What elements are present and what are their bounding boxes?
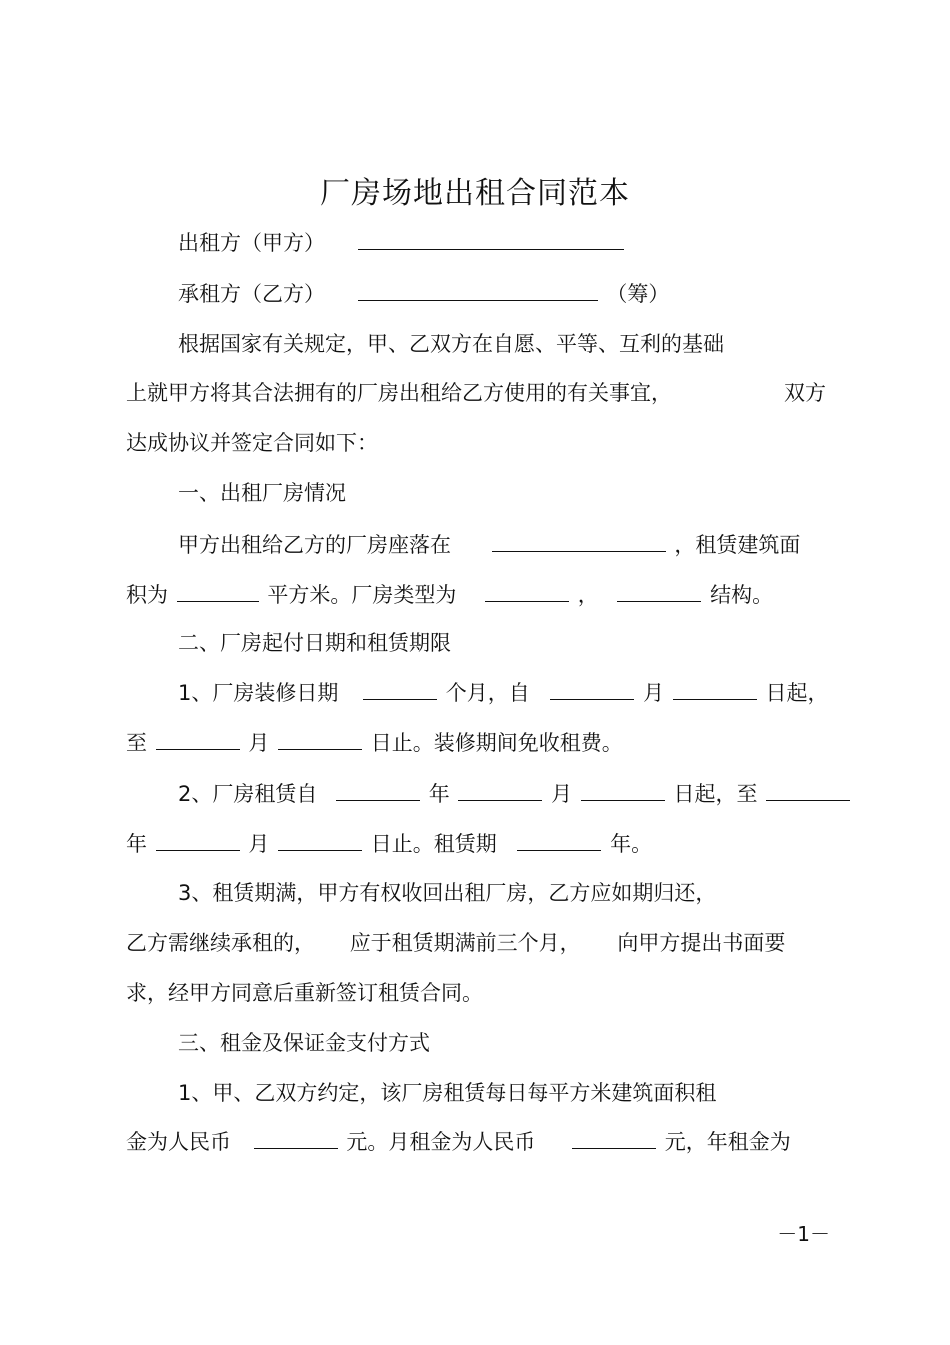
- daily-rent-blank: [254, 1128, 338, 1149]
- text: 结构。: [710, 583, 774, 607]
- blank: [278, 729, 362, 750]
- section-2-para-1-line-2: [126, 728, 623, 758]
- intro-line-2a: 上就甲方将其合法拥有的厂房出租给乙方使用的有关事宜，: [126, 381, 672, 405]
- text: 1、厂房装修日期: [178, 681, 339, 705]
- section-3-heading: 三、租金及保证金支付方式: [178, 1031, 430, 1055]
- party-b-blank: [358, 280, 598, 301]
- section-2-heading: 二、厂房起付日期和租赁期限: [178, 631, 451, 655]
- text: 积为: [126, 583, 168, 607]
- structure-blank: [617, 581, 701, 602]
- blank: [517, 830, 601, 851]
- text: 应于租赁期满前三个月，: [349, 931, 581, 955]
- text: 向甲方提出书面要: [617, 931, 786, 955]
- blank: [550, 679, 634, 700]
- section-2-para-1-line-1: [178, 678, 829, 708]
- section-3-para-1-line-1: 1、甲、乙双方约定，该厂房租赁每日每平方米建筑面积租: [178, 1081, 717, 1105]
- text: 月: [248, 832, 270, 856]
- text: 年。: [610, 832, 653, 856]
- area-blank: [177, 581, 259, 602]
- text: 元。月租金为人民币: [346, 1130, 536, 1154]
- party-b-line: [178, 279, 669, 309]
- intro-line-3: 达成协议并签定合同如下：: [126, 431, 378, 455]
- text: 年: [126, 832, 147, 856]
- section-2-para-3-line-1: 3、租赁期满，甲方有权收回出租厂房，乙方应如期归还，: [178, 881, 717, 905]
- text: 至: [126, 731, 147, 755]
- text: 乙方需继续承租的，: [126, 931, 315, 955]
- section-1-heading: 一、出租厂房情况: [178, 481, 346, 505]
- type-blank: [485, 581, 569, 602]
- intro-line-1: 根据国家有关规定，甲、乙双方在自愿、平等、互利的基础: [178, 332, 724, 356]
- blank: [673, 679, 757, 700]
- section-2-para-3-line-3: 求，经甲方同意后重新签订租赁合同。: [126, 981, 483, 1005]
- location-blank: [492, 531, 666, 552]
- text: 日止。装修期间免收租费。: [370, 731, 623, 755]
- blank: [278, 830, 362, 851]
- blank: [581, 780, 665, 801]
- intro-line-2b: 双方: [784, 381, 826, 405]
- blank: [363, 679, 437, 700]
- party-a-label: 出租方（甲方）: [178, 231, 325, 255]
- section-3-para-1-line-2: [126, 1127, 791, 1157]
- text: 月: [643, 681, 665, 705]
- text: 个月，自: [445, 681, 530, 705]
- monthly-rent-blank: [572, 1128, 656, 1149]
- text: ，租赁建筑面: [674, 533, 801, 557]
- text: 甲方出租给乙方的厂房座落在: [178, 533, 451, 557]
- section-2-para-2-line-2: [126, 829, 652, 859]
- blank: [458, 780, 542, 801]
- blank: [156, 830, 240, 851]
- blank: [336, 780, 420, 801]
- text: 日起，至: [673, 782, 758, 806]
- text: 元，年租金为: [664, 1130, 791, 1154]
- text: 金为人民币: [126, 1130, 231, 1154]
- text: 2、厂房租赁自: [178, 782, 318, 806]
- text: 月: [551, 782, 573, 806]
- text: ，: [577, 583, 599, 607]
- text: 月: [248, 731, 270, 755]
- section-1-line-2: [126, 580, 773, 610]
- page-number: －1－: [777, 1222, 830, 1246]
- party-a-line: [178, 228, 626, 258]
- blank: [766, 780, 850, 801]
- section-2-para-3-line-2: [126, 928, 785, 958]
- text: 日起，: [765, 681, 829, 705]
- party-b-label: 承租方（乙方）: [178, 282, 325, 306]
- party-b-suffix: （筹）: [606, 282, 670, 306]
- blank: [156, 729, 240, 750]
- text: 平方米。厂房类型为: [267, 583, 457, 607]
- section-2-para-2-line-1: [178, 779, 852, 809]
- text: 日止。租赁期: [370, 832, 497, 856]
- text: 年: [428, 782, 450, 806]
- section-1-line-1: [178, 530, 800, 560]
- page-title: 厂房场地出租合同范本: [320, 176, 630, 211]
- party-a-blank: [358, 229, 624, 250]
